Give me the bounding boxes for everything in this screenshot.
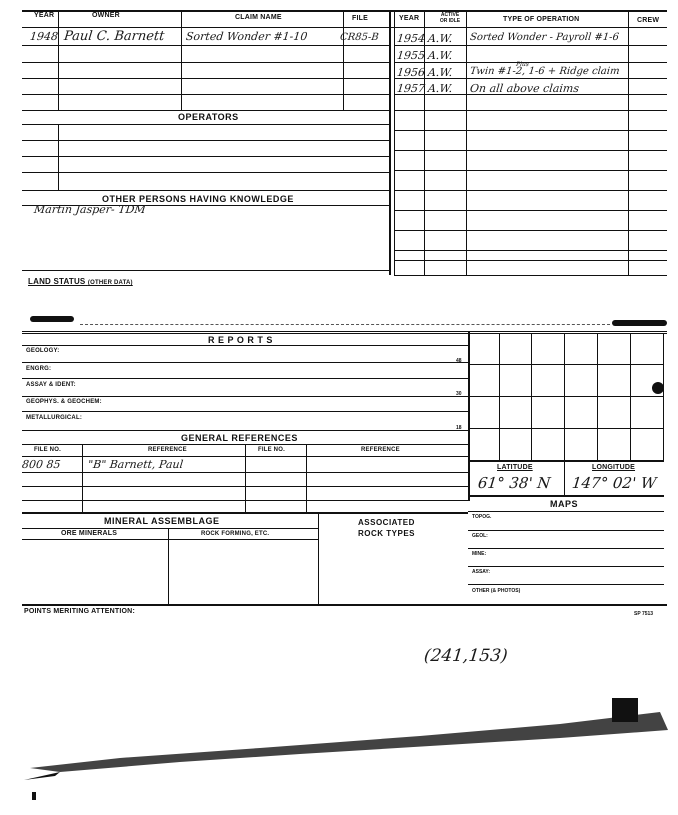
mineral-col-ore: ORE MINERALS <box>61 530 118 537</box>
report-assay-num: 30 <box>456 391 462 397</box>
col-crew-header: CREW <box>637 17 660 24</box>
points-meriting-label: POINTS MERITING ATTENTION: <box>24 608 135 615</box>
scan-streak <box>30 712 668 772</box>
general-refs-title: GENERAL REFERENCES <box>181 433 298 443</box>
scan-mark-right <box>612 320 667 326</box>
activity-operation-3: Twin #1-2, 1-6 + Ridge claim <box>469 66 621 77</box>
col-type-operation-header: TYPE OF OPERATION <box>503 16 580 23</box>
reports-title: R E P O R T S <box>208 335 273 345</box>
col-file-header: FILE <box>352 15 368 22</box>
latitude-value: 61° 38' N <box>477 474 552 492</box>
scan-noise <box>0 680 678 815</box>
activity-year-2: 1955 <box>396 49 426 62</box>
report-geology-num: 48 <box>456 358 462 364</box>
land-status-sub: (OTHER DATA) <box>87 280 133 286</box>
report-metallurgical-num: 18 <box>456 425 462 431</box>
mineral-title: MINERAL ASSEMBLAGE <box>104 516 220 526</box>
owner-name: Paul C. Barnett <box>63 29 166 44</box>
scan-mark-left <box>30 316 74 322</box>
ref-entry-reference: "B" Barnett, Paul <box>87 458 184 471</box>
col-owner-header: OWNER <box>92 12 120 19</box>
longitude-label: LONGITUDE <box>592 464 636 471</box>
maps-geol: GEOL: <box>472 533 488 539</box>
land-status-label <box>28 277 133 286</box>
maps-assay: ASSAY: <box>472 569 491 575</box>
col-active-idle-header: ACTIVE OR IDLE <box>439 12 461 24</box>
activity-year-4: 1957 <box>396 82 426 95</box>
report-assay: ASSAY & IDENT: <box>26 382 76 388</box>
ref-col-reference2: REFERENCE <box>361 447 400 453</box>
scan-dot <box>32 792 36 800</box>
activity-year-1: 1954 <box>396 32 426 45</box>
activity-operation-1: Sorted Wonder - Payroll #1-6 <box>469 32 620 43</box>
latitude-label: LATITUDE <box>497 464 533 471</box>
land-status-title: LAND STATUS <box>28 277 86 286</box>
ref-col-reference: REFERENCE <box>148 447 187 453</box>
col-year-header: YEAR <box>34 12 55 19</box>
assoc-rock-title-1: ASSOCIATED <box>358 518 415 527</box>
assoc-rock-title-2: ROCK TYPES <box>358 529 416 538</box>
coords-note: (241,153) <box>422 646 509 666</box>
ref-entry-file: 800 85 <box>21 458 62 471</box>
other-persons-label: OTHER PERSONS HAVING KNOWLEDGE <box>102 194 294 204</box>
operators-label: OPERATORS <box>178 112 239 122</box>
activity-operation-4: On all above claims <box>469 82 580 95</box>
maps-mine: MINE: <box>472 551 487 557</box>
activity-status-2: A.W. <box>427 49 454 62</box>
activity-status-4: A.W. <box>427 82 454 95</box>
report-geology: GEOLOGY: <box>26 348 60 354</box>
activity-status-1: A.W. <box>427 32 454 45</box>
maps-title: MAPS <box>550 499 579 509</box>
operation-note: Plus <box>515 61 530 68</box>
activity-status-3: A.W. <box>427 66 454 79</box>
maps-other: OTHER (& PHOTOS) <box>472 588 521 594</box>
col-claim-name-header: CLAIM NAME <box>235 14 282 21</box>
activity-year-3: 1956 <box>396 66 426 79</box>
longitude-value: 147° 02' W <box>571 474 658 492</box>
col-year2-header: YEAR <box>399 15 420 22</box>
owner-year: 1948 <box>29 30 59 43</box>
scan-corner <box>24 772 60 780</box>
other-person-name: Martin Jasper- TDM <box>33 203 147 216</box>
punch-hole <box>652 382 664 394</box>
maps-topog: TOPOG. <box>472 514 492 520</box>
form-number: SP 7513 <box>634 611 654 617</box>
report-engrg: ENGRG: <box>26 366 52 372</box>
ref-col-file-no2: FILE NO. <box>258 447 285 453</box>
mineral-col-rock: ROCK FORMING, ETC. <box>201 531 270 537</box>
scan-block <box>612 698 638 722</box>
claim-name: Sorted Wonder #1-10 <box>185 30 309 43</box>
ref-col-file-no: FILE NO. <box>34 447 61 453</box>
report-metallurgical: METALLURGICAL: <box>26 415 83 421</box>
report-geophys: GEOPHYS. & GEOCHEM: <box>26 399 102 405</box>
file-no: CR85-B <box>339 32 380 43</box>
